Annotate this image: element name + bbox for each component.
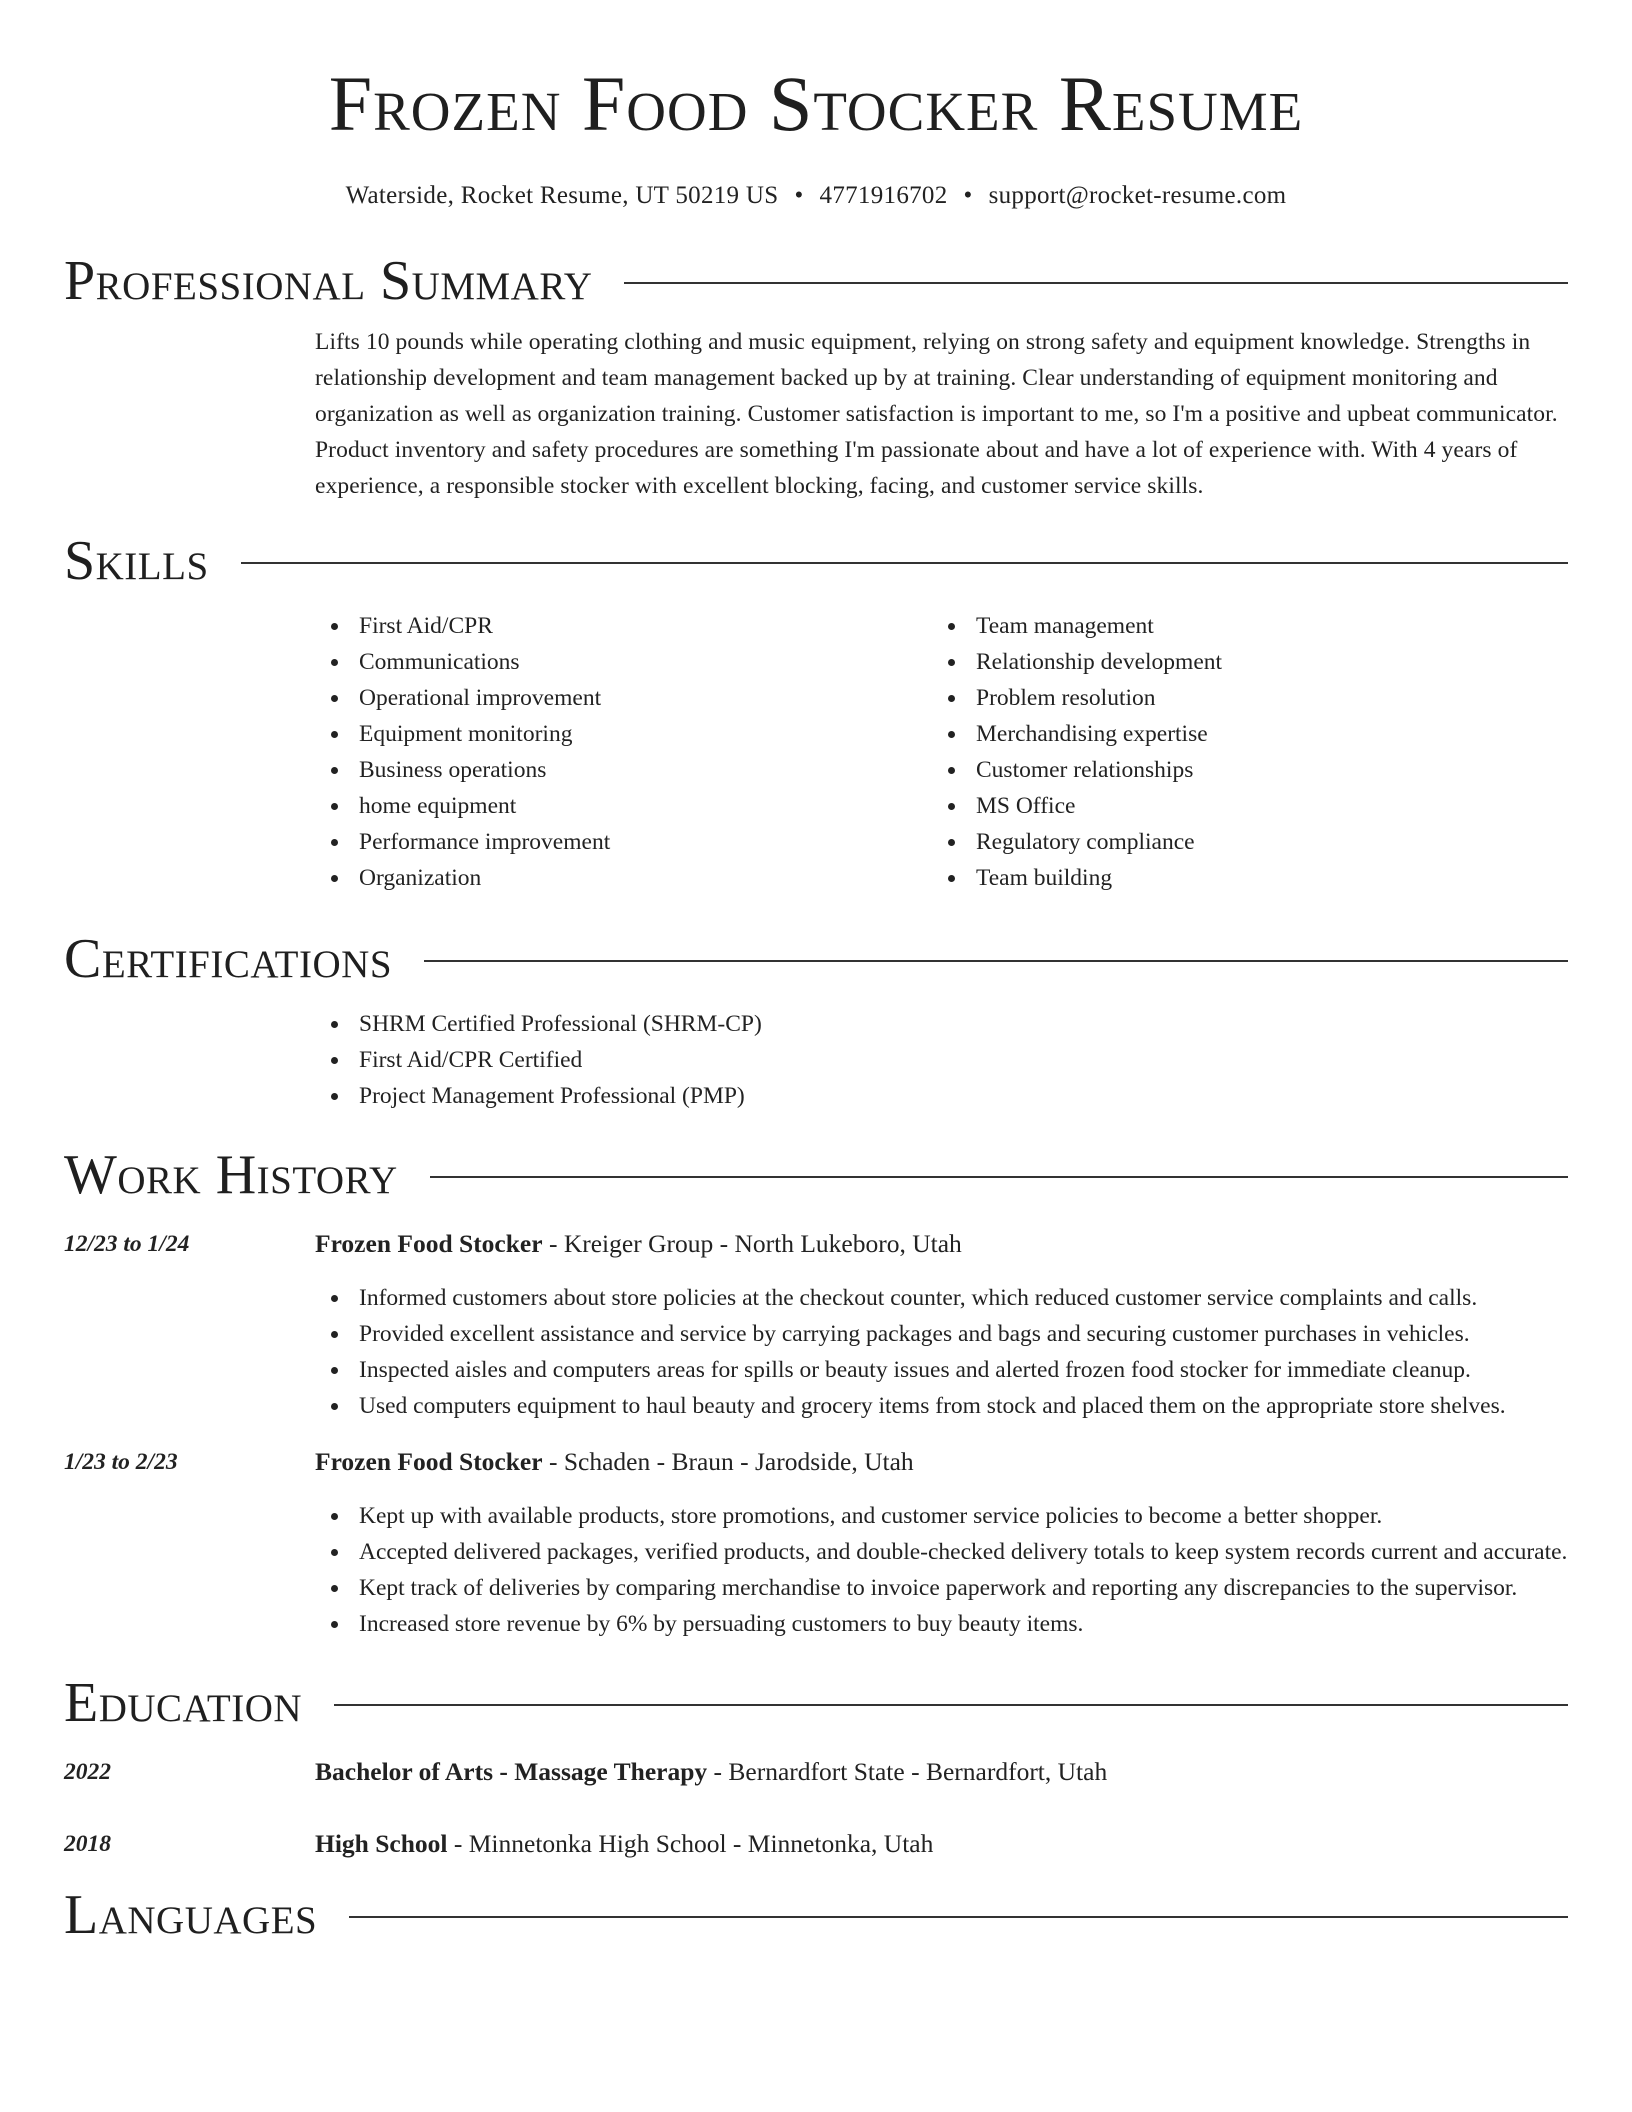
job-bullet: Provided excellent assistance and service by carrying packages and bags and securing customer purchases in vehicles.	[315, 1316, 1568, 1352]
contact-line	[64, 180, 1568, 212]
skill-item: Operational improvement	[315, 680, 932, 716]
skill-item: home equipment	[315, 788, 932, 824]
contact-separator: •	[794, 182, 804, 209]
job-title: Frozen Food Stocker	[315, 1229, 543, 1258]
education-heading: Education	[64, 1672, 303, 1734]
section-divider	[424, 960, 1568, 962]
job-entry	[64, 1444, 1568, 1642]
education-degree: Bachelor of Arts - Massage Therapy	[315, 1757, 708, 1786]
education-degree: High School	[315, 1829, 448, 1858]
job-employer: - Kreiger Group - North Lukeboro, Utah	[542, 1229, 962, 1258]
job-bullets	[315, 1498, 1568, 1642]
skill-item: Equipment monitoring	[315, 716, 932, 752]
job-body	[315, 1226, 1568, 1424]
job-bullet: Kept up with available products, store promotions, and customer service policies to become a better shopper.	[315, 1498, 1568, 1534]
skill-item: Team management	[932, 608, 1549, 644]
certifications-list	[315, 1006, 1568, 1114]
job-body	[315, 1444, 1568, 1642]
certifications-heading: Certifications	[64, 928, 393, 990]
resume-title: Frozen Food Stocker Resume	[328, 60, 1304, 147]
section-divider	[430, 1176, 1568, 1178]
skill-item: First Aid/CPR	[315, 608, 932, 644]
skill-item: Regulatory compliance	[932, 824, 1549, 860]
education-entry	[64, 1826, 1568, 1862]
education-year: 2022	[64, 1759, 111, 1785]
skill-item: Merchandising expertise	[932, 716, 1549, 752]
job-dates: 1/23 to 2/23	[64, 1449, 178, 1475]
job-bullet: Inspected aisles and computers areas for spills or beauty issues and alerted frozen food stocker for immediate cleanup.	[315, 1352, 1568, 1388]
skill-item: Organization	[315, 860, 932, 896]
work-history-list	[64, 1226, 1568, 1642]
certification-item: Project Management Professional (PMP)	[315, 1078, 1568, 1114]
section-divider	[349, 1916, 1568, 1918]
skill-item: Business operations	[315, 752, 932, 788]
certifications-section-header	[64, 924, 1568, 994]
skill-item: Performance improvement	[315, 824, 932, 860]
job-bullet: Increased store revenue by 6% by persuading customers to buy beauty items.	[315, 1606, 1568, 1642]
education-line	[315, 1754, 1107, 1790]
job-dates: 12/23 to 1/24	[64, 1231, 190, 1257]
skill-item: Communications	[315, 644, 932, 680]
skill-item: MS Office	[932, 788, 1549, 824]
skills-column-left	[315, 608, 932, 896]
languages-heading: Languages	[64, 1884, 318, 1946]
education-school: - Bernardfort State - Bernardfort, Utah	[707, 1757, 1108, 1786]
skills-list	[315, 608, 1568, 896]
contact-email: support@rocket-resume.com	[988, 182, 1287, 209]
education-line	[315, 1826, 933, 1862]
job-bullet: Informed customers about store policies at the checkout counter, which reduced customer service complaints and calls.	[315, 1280, 1568, 1316]
education-list	[64, 1754, 1568, 1862]
job-title: Frozen Food Stocker	[315, 1447, 543, 1476]
job-bullet: Used computers equipment to haul beauty and grocery items from stock and placed them on the appropriate store shelves.	[315, 1388, 1568, 1424]
job-employer: - Schaden - Braun - Jarodside, Utah	[542, 1447, 914, 1476]
resume-page	[64, 0, 1568, 1950]
skills-heading: Skills	[64, 530, 209, 592]
skill-item: Team building	[932, 860, 1549, 896]
skill-item: Customer relationships	[932, 752, 1549, 788]
skills-column-right	[932, 608, 1549, 896]
summary-text: Lifts 10 pounds while operating clothing and music equipment, relying on strong safety and equipment knowledge. Strengths in relationship development and team management backed up by at training. Clear understanding of equipment monitoring and organization as well as organization training. Customer satisfaction is important to me, so I'm a positive and upbeat communicator. Product inventory and safety procedures are something I'm passionate about and have a lot of experience with. With 4 years of experience, a responsible stocker with excellent blocking, facing, and customer service skills.	[315, 329, 1558, 499]
education-year: 2018	[64, 1831, 111, 1857]
skills-section-header	[64, 526, 1568, 596]
job-entry	[64, 1226, 1568, 1424]
certification-item: First Aid/CPR Certified	[315, 1042, 1568, 1078]
section-divider	[624, 282, 1568, 284]
job-title-line	[315, 1444, 1568, 1480]
job-bullet: Kept track of deliveries by comparing merchandise to invoice paperwork and reporting any discrepancies to the supervisor.	[315, 1570, 1568, 1606]
education-school: - Minnetonka High School - Minnetonka, Utah	[447, 1829, 934, 1858]
education-section-header	[64, 1668, 1568, 1738]
skill-item: Problem resolution	[932, 680, 1549, 716]
summary-section-header	[64, 246, 1568, 316]
certification-item: SHRM Certified Professional (SHRM-CP)	[315, 1006, 1568, 1042]
education-entry	[64, 1754, 1568, 1790]
section-divider	[334, 1704, 1568, 1706]
work-section-header	[64, 1140, 1568, 1210]
languages-section-header	[64, 1880, 1568, 1950]
skill-item: Relationship development	[932, 644, 1549, 680]
contact-phone: 4771916702	[819, 182, 948, 209]
job-bullets	[315, 1280, 1568, 1424]
job-title-line	[315, 1226, 1568, 1262]
contact-separator: •	[963, 182, 973, 209]
job-bullet: Accepted delivered packages, verified products, and double-checked delivery totals to keep system records current and accurate.	[315, 1534, 1568, 1570]
summary-heading: Professional Summary	[64, 250, 593, 312]
work-heading: Work History	[64, 1144, 398, 1206]
section-divider	[241, 562, 1568, 564]
contact-address: Waterside, Rocket Resume, UT 50219 US	[345, 182, 779, 209]
